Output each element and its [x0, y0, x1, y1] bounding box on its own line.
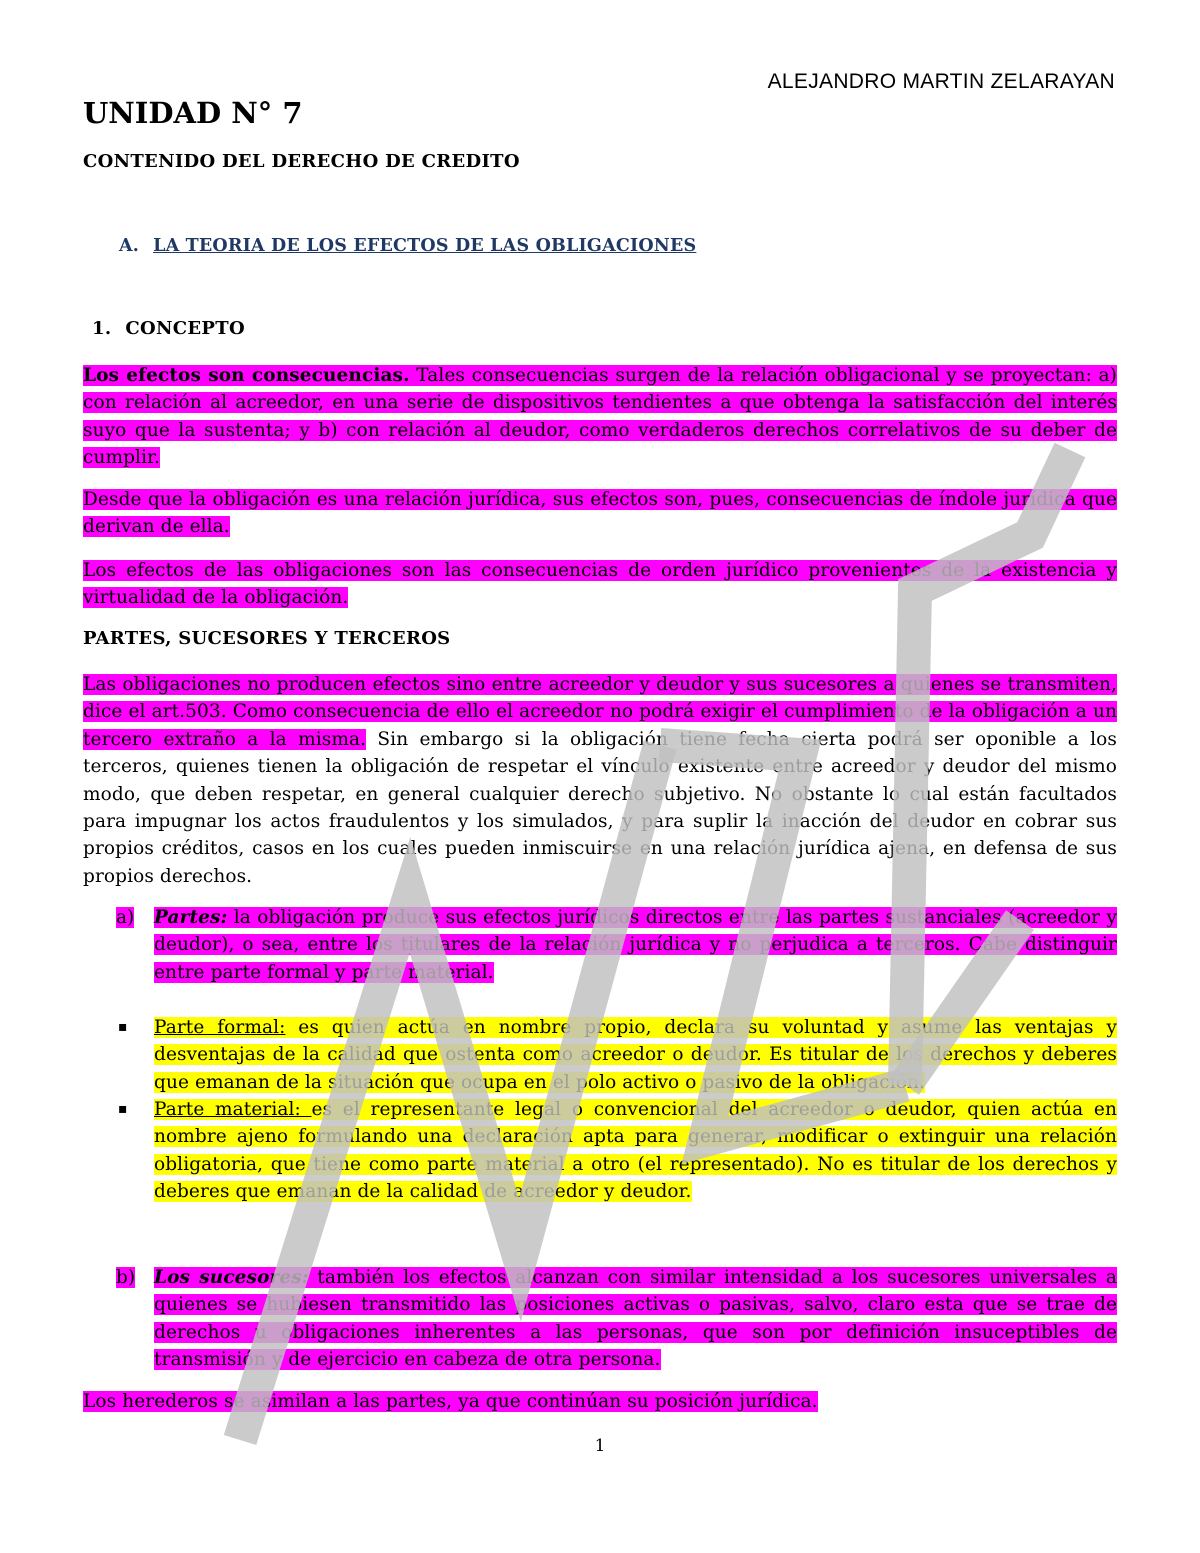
section-a-marker: A.: [119, 236, 140, 256]
concepto-p1-bold: Los efectos son consecuencias.: [83, 365, 410, 386]
partes-p1-highlight: Las obligaciones no producen efectos sino entre acreedor y deudor y sus sucesores a quienes se transmiten, dice el art.503. Como consecuencia de ello el acreedor no podrá exigir el cumplimiento de la obligación a un tercero extraño a la misma.: [83, 674, 1117, 750]
concepto-number: 1.: [92, 318, 112, 339]
concepto-paragraph-2: [83, 486, 1117, 541]
concepto-paragraph-3: [83, 557, 1117, 612]
item-a-marker: a): [116, 907, 135, 928]
page-number: 1: [594, 1436, 606, 1456]
concepto-p3-text: Los efectos de las obligaciones son las consecuencias de orden jurídico provenientes de la existencia y virtualidad de la obligación.: [83, 560, 1117, 609]
partes-paragraph: [83, 671, 1117, 890]
parte-material-label: Parte material:: [154, 1099, 312, 1120]
bullet-parte-formal: [154, 1014, 1117, 1096]
partes-p1-text: Sin embargo si la obligación tiene fecha cierta podrá ser oponible a los terceros, quienes tienen la obligación de respetar el vínculo existente entre acreedor y deudor del mismo modo, que deben respetar, en general cualquier derecho subjetivo. No obstante lo cual están facultados para impugnar los actos fraudulentos y los simulados, y para suplir la inacción del deudor en cobrar sus propios créditos, casos en los cuales pueden inmiscuirse en una relación jurídica ajena, en defensa de sus propios derechos.: [83, 728, 1117, 887]
parte-material-text: es el representante legal o convencional del acreedor o deudor, quien actúa en nombre ajeno formulando una declaración apta para generar, modificar o extinguir una relación obligatoria, que tiene como parte material a otro (el representado). No es titular de los derechos y deberes que emanan de la calidad de acreedor y deudor.: [154, 1099, 1117, 1203]
concepto-paragraph-1: [83, 362, 1117, 472]
parte-formal-label: Parte formal:: [154, 1017, 286, 1038]
bullet-parte-material: [154, 1096, 1117, 1206]
herederos-text: Los herederos se asimilan a las partes, ya que continúan su posición jurídica.: [83, 1391, 818, 1412]
item-a-label: Partes:: [154, 907, 228, 928]
item-a-partes: [154, 904, 1117, 986]
parte-formal-text: es quien actúa en nombre propio, declara su voluntad y asume las ventajas y desventajas de la calidad que ostenta como acreedor o deudor. Es titular de los derechos y deberes que emanan de la situación que ocupa en el polo activo o pasivo de la obligación.: [154, 1017, 1117, 1093]
herederos-paragraph: [83, 1388, 1117, 1415]
section-a-title: LA TEORIA DE LOS EFECTOS DE LAS OBLIGACIONES: [153, 236, 697, 256]
concepto-heading: [92, 318, 245, 339]
section-a-heading: [119, 236, 696, 256]
document-subtitle: CONTENIDO DEL DERECHO DE CREDITO: [83, 151, 520, 172]
bullet-icon: ▪: [118, 1019, 128, 1035]
item-b-marker: b): [116, 1267, 136, 1288]
concepto-title: CONCEPTO: [125, 318, 245, 339]
item-b-label: Los sucesores:: [154, 1267, 309, 1288]
unit-title: UNIDAD N° 7: [83, 96, 303, 130]
item-b-sucesores: [154, 1264, 1117, 1374]
item-b-text: también los efectos alcanzan con similar intensidad a los sucesores universales a quienes se hubiesen transmitido las posiciones activas o pasivas, salvo, claro esta que se trae de derechos u obligaciones inherentes a las personas, que son por definición insuceptibles de transmisión y de ejercicio en cabeza de otra persona.: [154, 1267, 1117, 1371]
partes-heading: PARTES, SUCESORES Y TERCEROS: [83, 628, 451, 649]
concepto-p1-text: Tales consecuencias surgen de la relación obligacional y se proyectan: a) con relación al acreedor, en una serie de dispositivos tendientes a que obtenga la satisfacción del interés suyo que la sustenta; y b) con relación al deudor, como verdaderos derechos correlativos de su deber de cumplir.: [83, 365, 1117, 469]
concepto-p2-text: Desde que la obligación es una relación jurídica, sus efectos son, pues, consecuencias de índole jurídica que derivan de ella.: [83, 489, 1117, 538]
author-name: ALEJANDRO MARTIN ZELARAYAN: [767, 70, 1115, 93]
bullet-icon: ▪: [118, 1101, 128, 1117]
item-a-text: la obligación produce sus efectos jurídicos directos entre las partes sustanciales (acreedor y deudor), o sea, entre los titulares de la relación jurídica y no perjudica a terceros. Cabe distinguir entre parte formal y parte material.: [154, 907, 1117, 983]
